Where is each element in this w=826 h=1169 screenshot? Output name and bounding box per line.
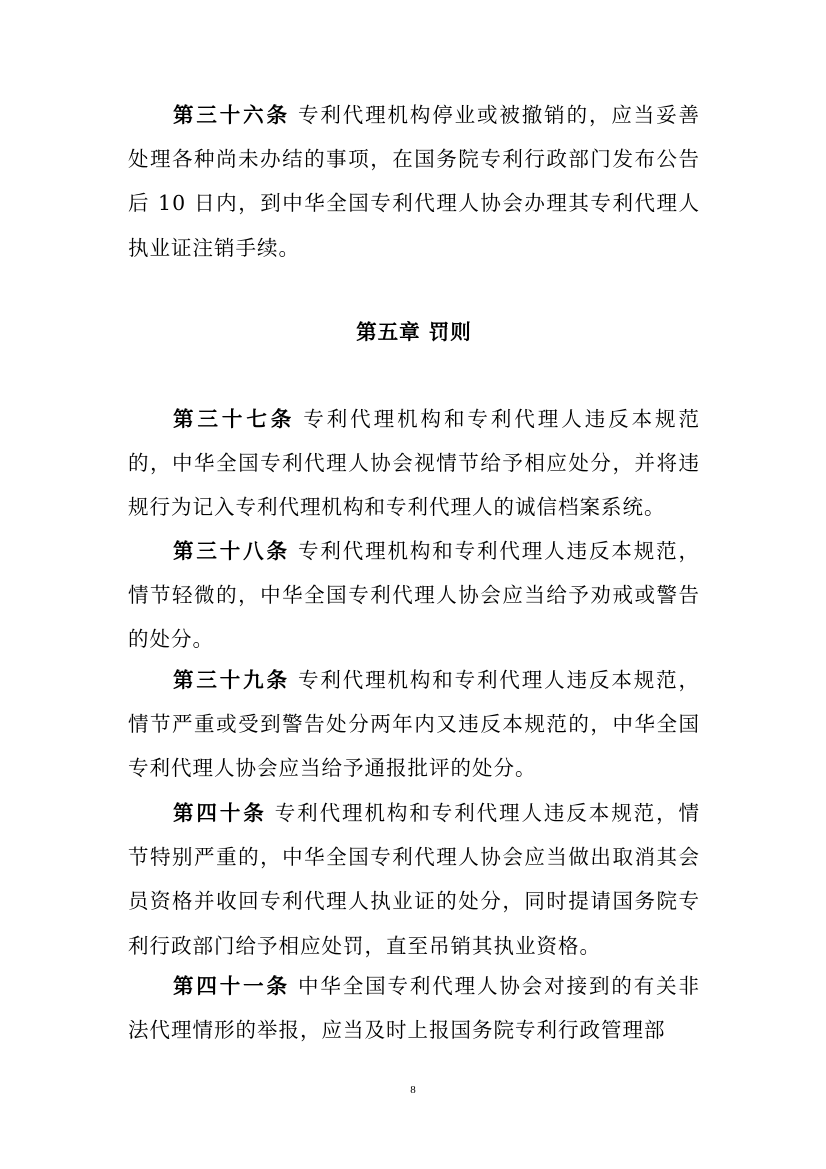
article-37-text: 专利代理机构和专利代理人违反本规范的，中华全国专利代理人协会视情节给予相应处分，并将违规行为记入专利代理机构和专利代理人的诚信档案系统。 — [128, 407, 701, 520]
article-39 — [128, 658, 700, 791]
page-number: 8 — [410, 1084, 416, 1096]
article-39-text: 专利代理机构和专利代理人违反本规范，情节严重或受到警告处分两年内又违反本规范的，中华全国专利代理人协会应当给予通报批评的处分。 — [128, 668, 701, 781]
article-37-number: 第三十七条 — [173, 407, 296, 431]
article-36-text: 专利代理机构停业或被撤销的，应当妥善处理各种尚未办结的事项，在国务院专利行政部门发布公告后 10 日内，到中华全国专利代理人协会办理其专利代理人执业证注销手续。 — [128, 103, 701, 260]
article-40-text: 专利代理机构和专利代理人违反本规范，情节特别严重的，中华全国专利代理人协会应当做出取消其会员资格并收回专利代理人执业证的处分，同时提请国务院专利行政部门给予相应处罚，直至吊销其执业资格。 — [128, 801, 701, 958]
article-41-number: 第四十一条 — [173, 974, 290, 998]
article-36-number: 第三十六条 — [173, 103, 290, 127]
article-37 — [128, 397, 700, 530]
article-41 — [128, 964, 700, 1052]
article-36 — [128, 93, 700, 270]
article-38-number: 第三十八条 — [173, 539, 290, 563]
chapter-title: 第五章 罚则 — [356, 320, 472, 344]
article-38 — [128, 529, 700, 662]
article-38-text: 专利代理机构和专利代理人违反本规范，情节轻微的，中华全国专利代理人协会应当给予劝戒或警告的处分。 — [128, 539, 701, 652]
article-41-text: 中华全国专利代理人协会对接到的有关非法代理情形的举报，应当及时上报国务院专利行政管理部 — [128, 974, 701, 1043]
article-40 — [128, 791, 700, 968]
article-39-number: 第三十九条 — [173, 668, 290, 692]
article-40-number: 第四十条 — [173, 801, 267, 825]
